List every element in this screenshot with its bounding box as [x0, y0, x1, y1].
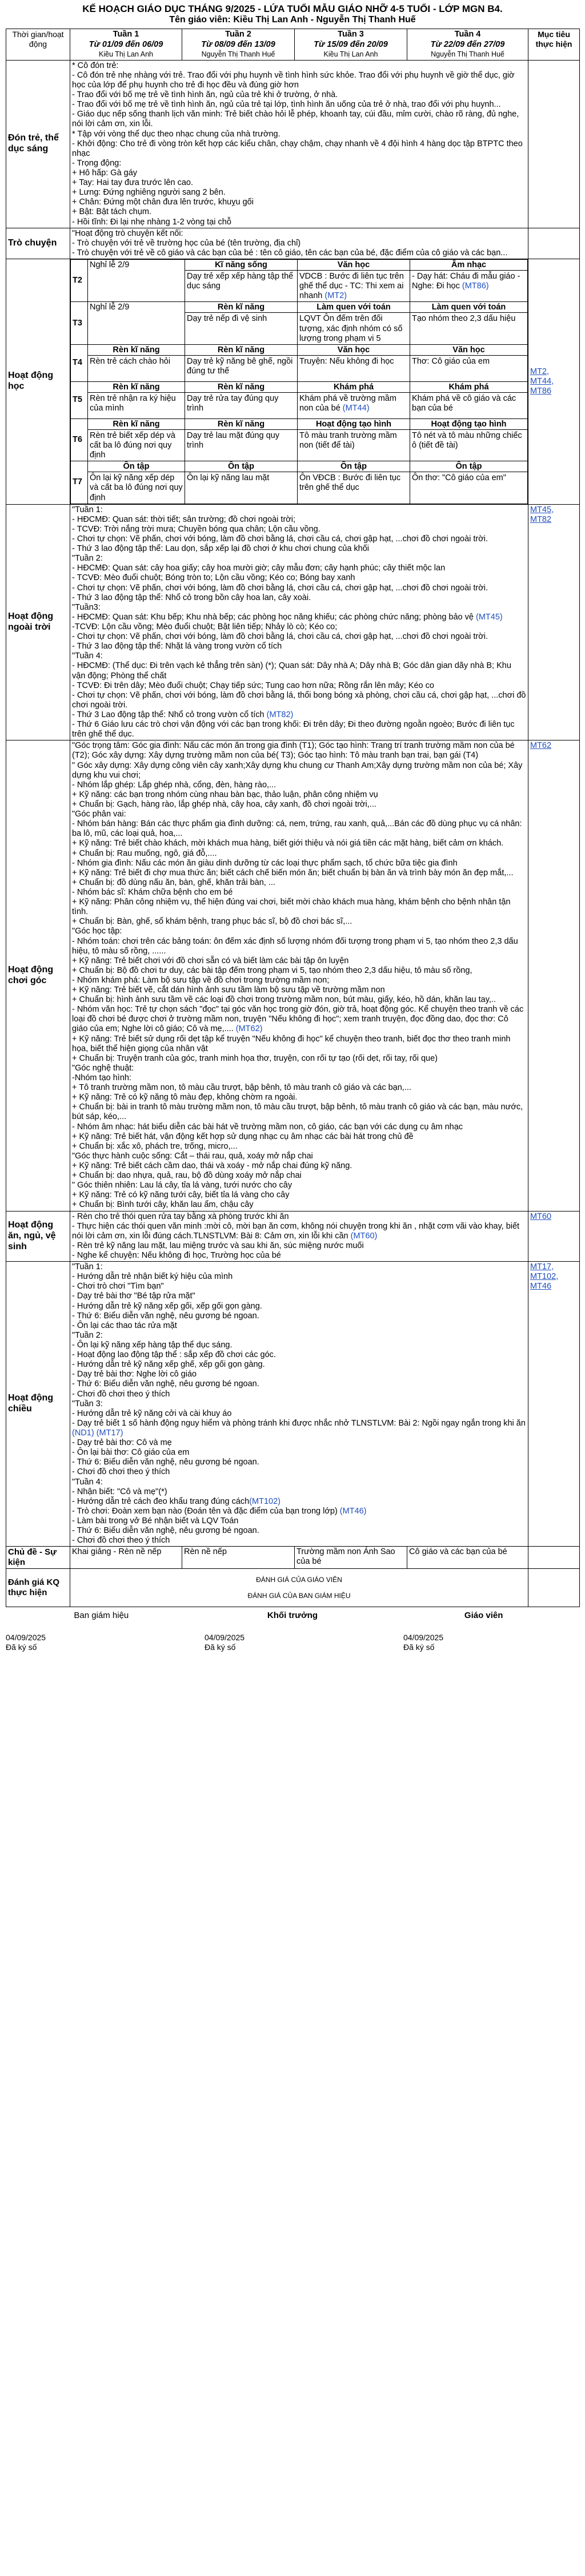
- lesson-head: Văn học: [410, 345, 527, 356]
- lesson-cell: [185, 418, 298, 461]
- content-line: - TCVĐ: Mèo đuổi chuột; Bóng tròn to; Lộn cầu vồng; Kéo co; Bóng bay xanh: [72, 573, 355, 583]
- content-line: * Tập với vòng thể dục theo nhạc chung của nhà trường.: [72, 129, 281, 139]
- chieu-label: Hoạt động chiều: [6, 1262, 70, 1547]
- su-kien-week-3: Trường mầm non Ánh Sao của bé: [295, 1547, 407, 1568]
- lesson-head: Âm nhạc: [410, 260, 527, 271]
- content-line: + Chuẩn bị: Bàn, ghế, sổ khám bệnh, trang phục bác sĩ, bộ đồ chơi bác sĩ,...: [72, 917, 352, 927]
- lesson-head: Văn học: [298, 260, 410, 271]
- lesson-body: Ôn lại kỹ năng lau mặt: [187, 473, 270, 483]
- content-line: + Kỹ năng: Trẻ biết chào khách, mời khách mua hàng, biết giới thiệu và nói giá tiền các mặt hàng, biết cảm ơn khách.: [72, 839, 504, 848]
- content-line: - Khởi động: Cho trẻ đi vòng tròn kết hợp các kiểu chân, chạy chậm, chạy nhanh về 4 đội hình 4 hàng dọc tập BTPTC theo nhạc: [72, 139, 523, 158]
- content-line: + Chuẩn bị: Bộ đồ chơi tư duy, các bài tập đếm trong phạm vi 5, tạo nhóm theo 2,3 dấu hiệu, tô màu số rồng,: [72, 965, 472, 975]
- lesson-head: Rèn kĩ năng: [88, 383, 185, 393]
- content-line: - Trò chuyện với trẻ về cô giáo và các bạn của bé : tên cô giáo, tên các bạn của bé, đặc điểm của cô giáo và các bạn...: [72, 248, 508, 257]
- target-link[interactable]: MT45,: [530, 505, 554, 514]
- content-line: + Chân: Đứng một chân đưa lên trước, khuỵu gối: [72, 198, 254, 207]
- content-line: - Thứ 6: Biểu diễn văn nghệ, nêu gương bé ngoan.: [72, 1379, 259, 1389]
- content-line: "Tuần 2:: [72, 554, 103, 564]
- content-line: - Chơi tự chọn: Vẽ phấn, chơi với bóng, làm đồ chơi bằng lá, chơi cầu cá, chơi gập hạt, ...chơi đồ chơi ngoài trời.: [72, 534, 488, 544]
- content-line: "Tuần 2:: [72, 1330, 103, 1340]
- day-label: T5: [71, 381, 88, 418]
- content-line: + Chuẩn bị: Bình tưới cây, khăn lau ẩm, chậu cây: [72, 1200, 254, 1210]
- su-kien-week-1: Khai giảng - Rèn nề nếp: [70, 1547, 182, 1568]
- content-line: - Nhóm gia đình: Nấu các món ăn giàu dinh dưỡng từ các loại thực phẩm sạch, tổ chức bữa tiệc gia đình: [72, 858, 458, 868]
- lesson-day-row: [71, 259, 528, 301]
- lesson-body: Khám phá về cô giáo và các bạn của bé: [412, 393, 516, 413]
- choi-goc-label: Hoạt động chơi góc: [6, 740, 70, 1211]
- chieu-target: [528, 1262, 580, 1547]
- lesson-cell: [88, 259, 185, 301]
- danh-gia-row: [6, 1568, 580, 1607]
- content-line: - Thứ 6: Biểu diễn văn nghệ, nêu gương bé ngoan.: [72, 1458, 259, 1467]
- signature-dates: [6, 1633, 579, 1652]
- content-line: - Dạy trẻ bài thơ "Bé tập rửa mặt": [72, 1291, 195, 1301]
- sig-status: Đã ký số: [403, 1642, 435, 1652]
- lesson-body: Dạy trẻ kỹ năng bê ghế, ngồi đúng tư thế: [187, 356, 293, 376]
- lesson-body: VDCB : Bước đi liên tục trên ghế thể dục - TC: Thi xem ai nhanh (MT2): [299, 272, 404, 301]
- lesson-head: Ôn tập: [298, 462, 410, 472]
- content-line: - Hướng dẫn trẻ kỹ năng cởi và cài khuy áo: [72, 1408, 232, 1418]
- content-line: - Chơi đồ chơi theo ý thích: [72, 1536, 170, 1545]
- choi-goc-content: [70, 740, 528, 1211]
- hoat-dong-hoc-target: [528, 259, 580, 504]
- target-header: Mục tiêu thực hiện: [528, 29, 580, 60]
- content-line: "Góc học tập:: [72, 927, 122, 936]
- content-line: + Chuẩn bị: Gạch, hàng rào, lắp ghép nhà, cây hoa, cây xanh, đồ chơi ngoài trời,...: [72, 799, 376, 809]
- content-line: + Chuẩn bị: Rau muống, ngô, giá đỗ,....: [72, 848, 217, 858]
- lesson-head: Rèn kĩ năng: [185, 383, 297, 393]
- hoat-dong-hoc-label: Hoạt động học: [6, 259, 70, 504]
- lesson-head: Khám phá: [410, 383, 527, 393]
- content-line: + Bật: Bật tách chụm.: [72, 207, 152, 217]
- lesson-day-row: [71, 381, 528, 418]
- don-tre-row: [6, 60, 580, 228]
- chieu-row: [6, 1262, 580, 1547]
- content-line: "Góc thực hành cuộc sống: Cắt – thái rau, quả, xoáy mở nắp chai: [72, 1151, 313, 1161]
- content-line: - Chơi đồ chơi theo ý thích: [72, 1467, 170, 1477]
- week-header-2: Tuần 2 Từ 08/09 đến 13/09 Nguyễn Thị Thanh Huế: [182, 29, 295, 60]
- target-ref: (MT62): [235, 1024, 263, 1034]
- target-link[interactable]: MT102,: [530, 1272, 559, 1282]
- lesson-cell: [298, 302, 410, 344]
- content-line: "Góc nghệ thuật:: [72, 1063, 134, 1073]
- tro-chuyen-content: [70, 228, 528, 259]
- target-ref: (MT102): [249, 1496, 281, 1506]
- target-ref: (ND1): [72, 1428, 94, 1438]
- content-line: - Hướng dẫn trẻ nhận biết ký hiệu của mình: [72, 1272, 233, 1282]
- content-line: "Tuần 1:: [72, 505, 103, 514]
- week-header-1: Tuần 1 Từ 01/09 đến 06/09 Kiều Thị Lan Anh: [70, 29, 182, 60]
- content-line: - HĐCMĐ: (Thể dục: Đi trên vạch kẻ thẳng trên sàn) (*); Quan sát: Dây nhà A; Dây nhà B; Góc dân gian dãy nhà B; Khu vận động; Phòng thể chất: [72, 661, 511, 681]
- lesson-cell: [298, 344, 410, 381]
- content-line: - Chơi tự chọn: Vẽ phấn, chơi với bóng, làm đồ chơi bằng lá, chơi cầu cá, chơi gập hạt, ...chơi đồ chơi ngoài trời.: [72, 632, 488, 642]
- lesson-table: [70, 259, 528, 504]
- sig-status: Đã ký số: [205, 1642, 236, 1652]
- danh-gia-target: [528, 1568, 580, 1607]
- content-line: "Góc phân vai:: [72, 810, 126, 819]
- page-title: KẾ HOẠCH GIÁO DỤC THÁNG 9/2025 - LỨA TUỔI MẪU GIÁO NHỠ 4-5 TUỔI - LỚP MGN B4.: [82, 3, 503, 14]
- day-label: T3: [71, 302, 88, 344]
- content-line: - Hướng dẫn trẻ kỹ năng xếp gối, xếp gối gọn gàng.: [72, 1301, 262, 1311]
- board-evaluation: ĐÁNH GIÁ CỦA BAN GIÁM HIỆU: [247, 1591, 351, 1600]
- content-line: - HĐCMĐ: Quan sát: Khu bếp; Khu nhà bếp; các phòng học năng khiếu; các phòng chức năng; phòng bảo vệ (MT45): [72, 612, 503, 622]
- ngoai-troi-target: [528, 504, 580, 740]
- lesson-body: Tạo nhóm theo 2,3 dấu hiệu: [412, 314, 516, 324]
- content-line: - Làm bài trong vở Bé nhận biết và LQV Toán: [72, 1516, 239, 1526]
- lesson-cell: [185, 302, 298, 344]
- content-line: - Thứ 3 lao động tập thể: Nhổ cỏ trong bồn cây hoa lan, cây xoài.: [72, 593, 311, 602]
- lesson-head: Khám phá: [298, 383, 410, 393]
- target-ref: (MT44): [342, 404, 370, 413]
- su-kien-week-4: Cô giáo và các bạn của bé: [407, 1547, 528, 1568]
- content-line: - Ôn lại kỹ năng xếp hàng tập thể dục sáng.: [72, 1340, 233, 1350]
- teacher-evaluation: ĐÁNH GIÁ CỦA GIÁO VIÊN: [256, 1575, 342, 1584]
- lesson-body: LQVT Ôn đếm trên đối tượng, xác định nhóm có số lượng trong phạm vi 5: [299, 314, 403, 343]
- week-header-3: Tuần 3 Từ 15/09 đến 20/09 Kiều Thị Lan Anh: [295, 29, 407, 60]
- content-line: -TCVĐ: Lộn cầu vồng; Mèo đuổi chuột; Bật liên tiếp; Nhảy lò cò; Kéo co;: [72, 622, 338, 631]
- lesson-cell: [185, 461, 298, 504]
- content-line: - Nhóm bác sĩ: Khám chữa bệnh cho em bé: [72, 887, 233, 897]
- target-ref: (MT82): [266, 710, 294, 719]
- signature-roles: [6, 1611, 579, 1621]
- content-line: + Kỹ năng: Trẻ biết cách cầm dao, thái và xoáy - mở nắp chai đúng kỹ năng.: [72, 1161, 352, 1171]
- content-line: + Kỹ năng: Trẻ biết hát, vận động kết hợp sử dụng nhạc cụ âm nhạc các bài hát trong chủ đề: [72, 1132, 414, 1141]
- target-ref: (MT17): [96, 1428, 123, 1438]
- content-line: - Thứ 6: Biểu diễn văn nghệ, nêu gương bé ngoan.: [72, 1526, 259, 1536]
- content-line: - TCVĐ: Đi trên dây; Mèo đuổi chuột; Chạy tiếp sức; Tung cao hơn nữa; Rồng rắn lên mây; Kéo co: [72, 681, 434, 690]
- an-ngu-target: [528, 1211, 580, 1262]
- lesson-head: Rèn kĩ năng: [185, 420, 297, 430]
- content-line: - Nhóm âm nhạc: hát biểu diễn các bài hát về trường mầm non, cô giáo, các bạn với các dụng cụ âm nhạc: [72, 1122, 463, 1132]
- content-line: - Chơi tự chọn: Vẽ phấn, chơi với bóng, làm đồ chơi bằng lá, thổi bong bóng xà phòng, chơi cầu cá, chơi gập hạt, ...chơi đồ chơi ngoài trời.: [72, 690, 526, 710]
- content-line: - Thứ 3 lao động tập thể: Nhặt lá vàng trong vườn cổ tích: [72, 642, 282, 651]
- lesson-head: Rèn kĩ năng: [88, 420, 185, 430]
- lesson-cell: [298, 418, 410, 461]
- lesson-cell: [410, 418, 528, 461]
- content-line: "Góc trọng tâm: Góc gia đình: Nấu các món ăn trong gia đình (T1); Góc tạo hình: Trang trí tranh trường mầm non của bé (T2); Góc xây dựng: Xây dựng trường mầm non của bé( T3); Góc tạo hình: Tô màu tranh bạn trai, bạn gái (T4): [72, 741, 515, 760]
- su-kien-week-2: Rèn nề nếp: [182, 1547, 295, 1568]
- content-line: - Hướng dẫn trẻ kỹ năng xếp ghế, xếp gối gọn gàng.: [72, 1360, 265, 1370]
- target-link[interactable]: MT82: [530, 514, 552, 524]
- day-label: T7: [71, 461, 88, 504]
- role-teacher: Giáo viên: [464, 1610, 503, 1620]
- teacher-names: Tên giáo viên: Kiều Thị Lan Anh - Nguyễn Thị Thanh Huế: [169, 14, 416, 25]
- content-line: - Thứ 6: Biểu diễn văn nghệ, nêu gương bé ngoan.: [72, 1311, 259, 1321]
- content-line: "Tuần 4:: [72, 1477, 103, 1487]
- content-line: + Chuẩn bị: bài in tranh tô màu trường mầm non, tô màu cầu trượt, bập bênh, tô màu tranh cô giáo và các bạn, màu nước, bút sáp, kéo,...: [72, 1102, 523, 1122]
- content-line: - Hoạt động lao động tập thể : sắp xếp đồ chơi các góc.: [72, 1350, 276, 1360]
- lesson-cell: [298, 461, 410, 504]
- target-ref: (MT60): [350, 1231, 378, 1241]
- sig-head: [182, 1633, 380, 1652]
- content-line: - Trao đổi với bố mẹ trẻ về tình hình ăn, ngủ của trẻ tại lớp, tình hình ăn uống của trẻ ở nhà, trao đổi với phụ huynh...: [72, 100, 501, 110]
- content-line: + Lưng: Đứng nghiêng người sang 2 bên.: [72, 188, 226, 198]
- content-line: - Nhóm bán hàng: Bán các thực phẩm gia đình dưỡng: cá, nem, trứng, rau xanh, quả,...Bán các đồ dùng phục vụ cá nhân: ba lô, mũ, các loại quả, hoa,...: [72, 819, 522, 839]
- su-kien-target: [528, 1547, 580, 1568]
- ngoai-troi-label: Hoạt động ngoài trời: [6, 504, 70, 740]
- lesson-head: Làm quen với toán: [298, 303, 410, 313]
- content-line: "Tuần3:: [72, 602, 101, 612]
- content-line: "Hoạt động trò chuyện kết nối:: [72, 228, 183, 238]
- lesson-body: Ôn lại kỹ năng xếp dép và cất ba lô đúng nơi quy định: [90, 473, 183, 502]
- lesson-head: Kĩ năng sống: [185, 260, 297, 271]
- lesson-cell: [298, 259, 410, 301]
- content-line: " Góc thiên nhiên: Lau lá cây, tỉa lá vàng, tưới nước cho cây: [72, 1181, 292, 1190]
- content-line: + Kỹ năng: Trẻ biết sử dụng rối dẹt tập kể truyện "Nếu không đi học" kể chuyện theo tranh, biết đọc thơ theo tranh minh họa, biết thể hiện giọng của nhân vật: [72, 1034, 511, 1053]
- content-line: - Giáo dục nếp sống thanh lịch văn minh: Trẻ biết chào hỏi lễ phép, khoanh tay, cúi đầu, mỉm cười, chào rõ ràng, đủ nghe, nói lời cảm ơn, xin lỗi.: [72, 110, 519, 129]
- lesson-head: Hoạt động tạo hình: [410, 420, 527, 430]
- content-line: + Kỹ năng: Phân công nhiệm vụ, thể hiện đúng vai chơi, biết mời chào khách mua hàng, khám bệnh cho bệnh nhân tận tình.: [72, 897, 511, 917]
- content-line: -Nhóm tạo hình:: [72, 1073, 131, 1083]
- an-ngu-label: Hoạt động ăn, ngủ, vệ sinh: [6, 1211, 70, 1262]
- lesson-body: Truyện: Nếu không đi học: [299, 356, 394, 366]
- content-line: - HĐCMĐ: Quan sát: cây hoa giấy; cây hoa mười giờ; cây mẫu đơn; cây hạnh phúc; cây thiết mộc lan: [72, 564, 446, 573]
- hoat-dong-hoc-row: [6, 259, 580, 504]
- content-line: " Góc xây dựng: Xây dựng công viên cây xanh;Xây dựng khu chung cư Thanh Am;Xây dựng trường mầm non của bé; Xây dựng khu vui chơi;: [72, 760, 523, 780]
- lesson-head: Ôn tập: [88, 462, 185, 472]
- target-link[interactable]: MT17,: [530, 1262, 554, 1272]
- header-row: [6, 29, 580, 60]
- content-line: + Kỹ năng: Trẻ biết chơi với đồ chơi sẵn có và biết làm các bài tập ôn luyện: [72, 956, 349, 965]
- content-line: - Rèn cho trẻ thói quen rửa tay bằng xà phòng trước khi ăn: [72, 1211, 289, 1221]
- target-ref: (MT86): [462, 281, 489, 291]
- content-line: + Chuẩn bị: đồ dùng nấu ăn, bàn, ghế, khăn trải bàn, ...: [72, 878, 275, 887]
- lesson-body: Khám phá về trường mầm non của bé (MT44): [299, 393, 396, 413]
- lesson-head: Rèn kĩ năng: [185, 303, 297, 313]
- target-ref: (MT2): [324, 291, 347, 301]
- an-ngu-content: [70, 1211, 528, 1262]
- content-line: - Trọng động:: [72, 158, 122, 168]
- lesson-head: Rèn kĩ năng: [185, 345, 297, 356]
- sig-board: [6, 1633, 182, 1652]
- lesson-cell: [88, 302, 185, 344]
- target-link[interactable]: MT44,: [530, 376, 554, 386]
- lesson-cell: [88, 418, 185, 461]
- content-line: + Tay: Hai tay đưa trước lên cao.: [72, 178, 194, 188]
- lesson-head: Nghỉ lễ 2/9: [90, 260, 130, 269]
- content-line: - Dạy trẻ bài thơ: Cô và mẹ: [72, 1438, 172, 1448]
- content-line: - Thứ 3 Lao động tập thể: Nhổ cỏ trong vườn cổ tích (MT82): [72, 710, 294, 719]
- ngoai-troi-row: [6, 504, 580, 740]
- lesson-head: Rèn kĩ năng: [88, 345, 185, 356]
- lesson-cell: [88, 461, 185, 504]
- lesson-body: Rèn trẻ cách chào hỏi: [90, 356, 171, 366]
- content-line: - Trò chuyện với trẻ về trường học của bé (tên trường, địa chỉ): [72, 238, 301, 248]
- lesson-cell: [410, 461, 528, 504]
- content-line: + Tô tranh trường mầm non, tô màu cầu trượt, bập bênh, tô màu tranh cô giáo và các bạn,...: [72, 1083, 411, 1093]
- day-label: T6: [71, 418, 88, 461]
- content-line: - Thực hiện các thói quen văn minh :mời cô, mời bạn ăn cơm, không nói chuyện trong khi ăn , nhặt cơm vãi vào khay, biết nói lời cảm ơn, xin lỗi đúng cách.TLNSTLVM: Bài 8: Cảm ơn, xin lỗi khi cần (MT60): [72, 1221, 520, 1241]
- content-line: - Nhóm văn học: Trẻ tự chọn sách "đọc" tại góc văn học trong giờ đón, giờ trả, hoạt động góc. Kể chuyện theo tranh về các loại đồ chơi bé được chơi ở trường mầm non, truyện "Nếu không đi học"; xem tranh truyện, đọc đồng dao, đọc thơ: Cô giáo của em; Nghe lời cô giáo; Cô và mẹ,.... (MT62): [72, 1005, 524, 1034]
- lesson-cell: [410, 344, 528, 381]
- choi-goc-target: [528, 740, 580, 1211]
- content-line: + Chuẩn bị: xắc xô, phách tre, trống, micro,...: [72, 1141, 238, 1151]
- don-tre-content: [70, 60, 528, 228]
- lesson-head: Nghỉ lễ 2/9: [90, 303, 130, 312]
- day-label: T2: [71, 259, 88, 301]
- target-link[interactable]: MT46: [530, 1282, 552, 1291]
- content-line: - Ôn lại bài thơ: Cô giáo của em: [72, 1448, 190, 1458]
- content-line: + Chuẩn bị: hình ảnh sưu tầm về các loại đồ chơi trong trường mầm non, bút màu, giấy, kéo, hồ dán, khăn lau tay,..: [72, 995, 496, 1005]
- lesson-body: Rèn trẻ biết xếp dép và cất ba lô đúng nơi quy định: [90, 430, 175, 460]
- lesson-cell: [185, 259, 298, 301]
- content-line: - Chơi tự chọn: Vẽ phấn, chơi với bóng, làm đồ chơi bằng lá, chơi cầu cá, chơi gập hạt, ...chơi đồ chơi ngoài trời.: [72, 583, 488, 593]
- content-line: + Hô hấp: Gà gáy: [72, 168, 138, 178]
- target-ref: (MT46): [339, 1506, 367, 1516]
- content-line: - Trò chơi: Đoàn xem bạn nào (Đoán tên và đặc điểm của bạn trong lớp) (MT46): [72, 1506, 367, 1516]
- lesson-cell: [410, 381, 528, 418]
- lesson-cell: [88, 381, 185, 418]
- content-line: + Kỹ năng: Trẻ có kỹ năng tưới cây, biết tỉa lá vàng cho cây: [72, 1190, 290, 1200]
- tro-chuyen-label: Trò chuyện: [6, 228, 70, 259]
- content-line: - Chơi đồ chơi theo ý thích: [72, 1389, 170, 1399]
- plan-table: [6, 29, 580, 1607]
- su-kien-label: Chủ đề - Sự kiện: [6, 1547, 70, 1568]
- content-line: - Thứ 6 Giáo lưu các trò chơi vận động với các bạn trong khối: Đi trên dây; Đi theo đường ngoằn ngoèo; Bước đi liên tục trên ghế thể dục.: [72, 720, 515, 739]
- content-line: + Kỹ năng: các bạn trong nhóm cùng nhau bàn bạc, thảo luận, phân công nhiệm vụ: [72, 790, 378, 799]
- don-tre-label: Đón trẻ, thể dục sáng: [6, 60, 70, 228]
- lesson-day-row: [71, 461, 528, 504]
- lesson-body: - Dạy hát: Cháu đi mẫu giáo - Nghe: Đi học (MT86): [412, 272, 520, 291]
- lesson-cell: [185, 344, 298, 381]
- lesson-body: Ôn thơ: "Cô giáo của em": [412, 473, 506, 483]
- lesson-body: Thơ: Cô giáo của em: [412, 356, 490, 366]
- content-line: - Hướng dẫn trẻ cách đeo khẩu trang đúng cách(MT102): [72, 1496, 281, 1506]
- lesson-body: Dạy trẻ rửa tay đúng quy trình: [187, 393, 279, 413]
- danh-gia-content: [70, 1568, 528, 1607]
- content-line: "Tuần 4:: [72, 651, 103, 661]
- content-line: - Dạy trẻ bài thơ: Nghe lời cô giáo: [72, 1370, 197, 1379]
- lesson-body: Rèn trẻ nhận ra ký hiệu của mình: [90, 393, 176, 413]
- lesson-head: Làm quen với toán: [410, 303, 527, 313]
- sig-status: Đã ký số: [6, 1642, 37, 1652]
- chieu-content: [70, 1262, 528, 1547]
- danh-gia-label: Đánh giá KQ thực hiện: [6, 1568, 70, 1607]
- content-line: - Cô đón trẻ nhẹ nhàng với trẻ. Trao đổi với phụ huynh về tình hình sức khỏe. Trao đổi với phụ huynh về giờ thể dục, giờ học của lớp để phụ huynh cho trẻ đi học đều và đúng giờ hơn: [72, 70, 515, 90]
- content-line: + Kỹ năng: Trẻ biết vẽ, cắt dán hình ảnh sưu tầm làm bộ sưu tập về trường mầm non: [72, 985, 385, 995]
- lesson-cell: [410, 302, 528, 344]
- lesson-day-row: [71, 418, 528, 461]
- week-header-4: Tuần 4 Từ 22/09 đến 27/09 Nguyễn Thị Thanh Huế: [407, 29, 528, 60]
- sig-date: 04/09/2025: [205, 1633, 245, 1643]
- hoat-dong-hoc-schedule: [70, 259, 528, 504]
- sig-date: 04/09/2025: [6, 1633, 46, 1643]
- lesson-head: Văn học: [298, 345, 410, 356]
- choi-goc-row: [6, 740, 580, 1211]
- content-line: + Kỹ năng: Trẻ có kỹ năng tô màu đẹp, không chờm ra ngoài.: [72, 1093, 298, 1102]
- content-line: - Hồi tĩnh: Đi lại nhẹ nhàng 1-2 vòng tại chỗ: [72, 217, 231, 227]
- content-line: - Thứ 3 lao động tập thể: Lau dọn, sắp xếp lại đồ chơi ở khu chơi chung của khối: [72, 544, 370, 554]
- lesson-head: Hoạt động tạo hình: [298, 420, 410, 430]
- content-line: - Dạy trẻ biết 1 số hành động nguy hiểm và phòng tránh khi được nhắc nhở TLNSTLVM: Bài 2: Ngồi ngay ngắn trong khi ăn (ND1) (MT17): [72, 1418, 526, 1438]
- lesson-day-row: [71, 302, 528, 344]
- target-link[interactable]: MT2,: [530, 367, 550, 376]
- tro-chuyen-target: [528, 228, 580, 259]
- content-line: "Tuần 1:: [72, 1262, 103, 1272]
- lesson-cell: [410, 259, 528, 301]
- content-line: + Chuẩn bị: dao nhựa, quả, rau, bộ đồ dùng xoáy mở nắp chai: [72, 1171, 302, 1181]
- sig-date: 04/09/2025: [403, 1633, 444, 1643]
- lesson-head: Ôn tập: [410, 462, 527, 472]
- content-line: - Nhóm khám phá: Làm bộ sưu tập về đồ chơi trong trường mầm non;: [72, 975, 330, 985]
- content-line: - Ôn lại các thao tác rửa mặt: [72, 1321, 177, 1330]
- content-line: + Kỹ năng: Trẻ biết đi chợ mua thức ăn; biết cách chế biến món ăn; biết chuẩn bị bàn ăn và trình bày món ăn đẹp mắt,...: [72, 868, 514, 878]
- content-line: - Rèn trẻ kỹ năng lau mặt, lau miệng trước và sau khi ăn, súc miệng nước muối: [72, 1241, 364, 1250]
- lesson-body: Dạy trẻ lau mặt đúng quy trình: [187, 430, 280, 450]
- content-line: "Tuần 3:: [72, 1399, 103, 1408]
- day-label: T4: [71, 344, 88, 381]
- content-line: - Nghe kể chuyện: Nếu không đi học, Trường học của bé: [72, 1251, 281, 1260]
- lesson-cell: [88, 344, 185, 381]
- ngoai-troi-content: [70, 504, 528, 740]
- target-link[interactable]: MT86: [530, 386, 552, 396]
- tro-chuyen-row: [6, 228, 580, 259]
- lesson-body: Dạy trẻ xếp xếp hàng tập thể dục sáng: [187, 272, 294, 291]
- lesson-cell: [298, 381, 410, 418]
- content-line: - TCVĐ: Trời nắng trời mưa; Chuyền bóng qua chân; Lộn cầu vồng.: [72, 524, 320, 534]
- content-line: - Trao đổi với bố mẹ trẻ về tình hình ăn, ngủ của trẻ khi ở trường, ở nhà.: [72, 90, 338, 100]
- sig-teacher: [380, 1633, 579, 1652]
- don-tre-target: [528, 60, 580, 228]
- content-line: * Cô đón trẻ:: [72, 61, 119, 70]
- lesson-head: Ôn tập: [185, 462, 297, 472]
- target-ref: (MT45): [475, 612, 503, 622]
- an-ngu-row: [6, 1211, 580, 1262]
- content-line: + Chuẩn bị: Truyện tranh của góc, tranh minh họa thơ, truyện, con rối tự tạo (rối dẹt, rối tay, rối que): [72, 1053, 438, 1063]
- lesson-body: Dạy trẻ nếp đi vệ sinh: [187, 314, 267, 324]
- time-header: Thời gian/hoạt động: [6, 29, 70, 60]
- content-line: - Chơi trò chơi "Tìm bạn": [72, 1282, 164, 1291]
- lesson-body: Tô màu tranh trường mầm non (tiết để tài): [299, 430, 397, 450]
- content-line: - Nhóm lắp ghép: Lắp ghép nhà, cổng, đèn, hàng rào,...: [72, 780, 277, 790]
- lesson-cell: [185, 381, 298, 418]
- lesson-day-row: [71, 344, 528, 381]
- target-link[interactable]: MT60: [530, 1211, 552, 1221]
- lesson-body: Tô nét và tô màu những chiếc ô (tiết đề tài): [412, 430, 522, 450]
- content-line: - Nhóm toán: chơi trên các bảng toán: ôn đếm xác định số lượng nhóm đối tượng trong phạm vi 5, tạo nhóm theo 2,3 dấu hiệu, tô màu số rồng, ......: [72, 936, 518, 956]
- lesson-body: Ôn VĐCB : Bước đi liên tục trên ghế thể dục: [299, 473, 401, 493]
- role-board: Ban giám hiệu: [74, 1610, 129, 1620]
- content-line: - HĐCMĐ: Quan sát: thời tiết; sân trường; đồ chơi ngoài trời;: [72, 514, 296, 524]
- role-head: Khối trưởng: [267, 1610, 318, 1620]
- target-link[interactable]: MT62: [530, 741, 552, 751]
- content-line: - Nhận biết: "Cô và mẹ"(*): [72, 1487, 167, 1496]
- su-kien-row: [6, 1547, 580, 1568]
